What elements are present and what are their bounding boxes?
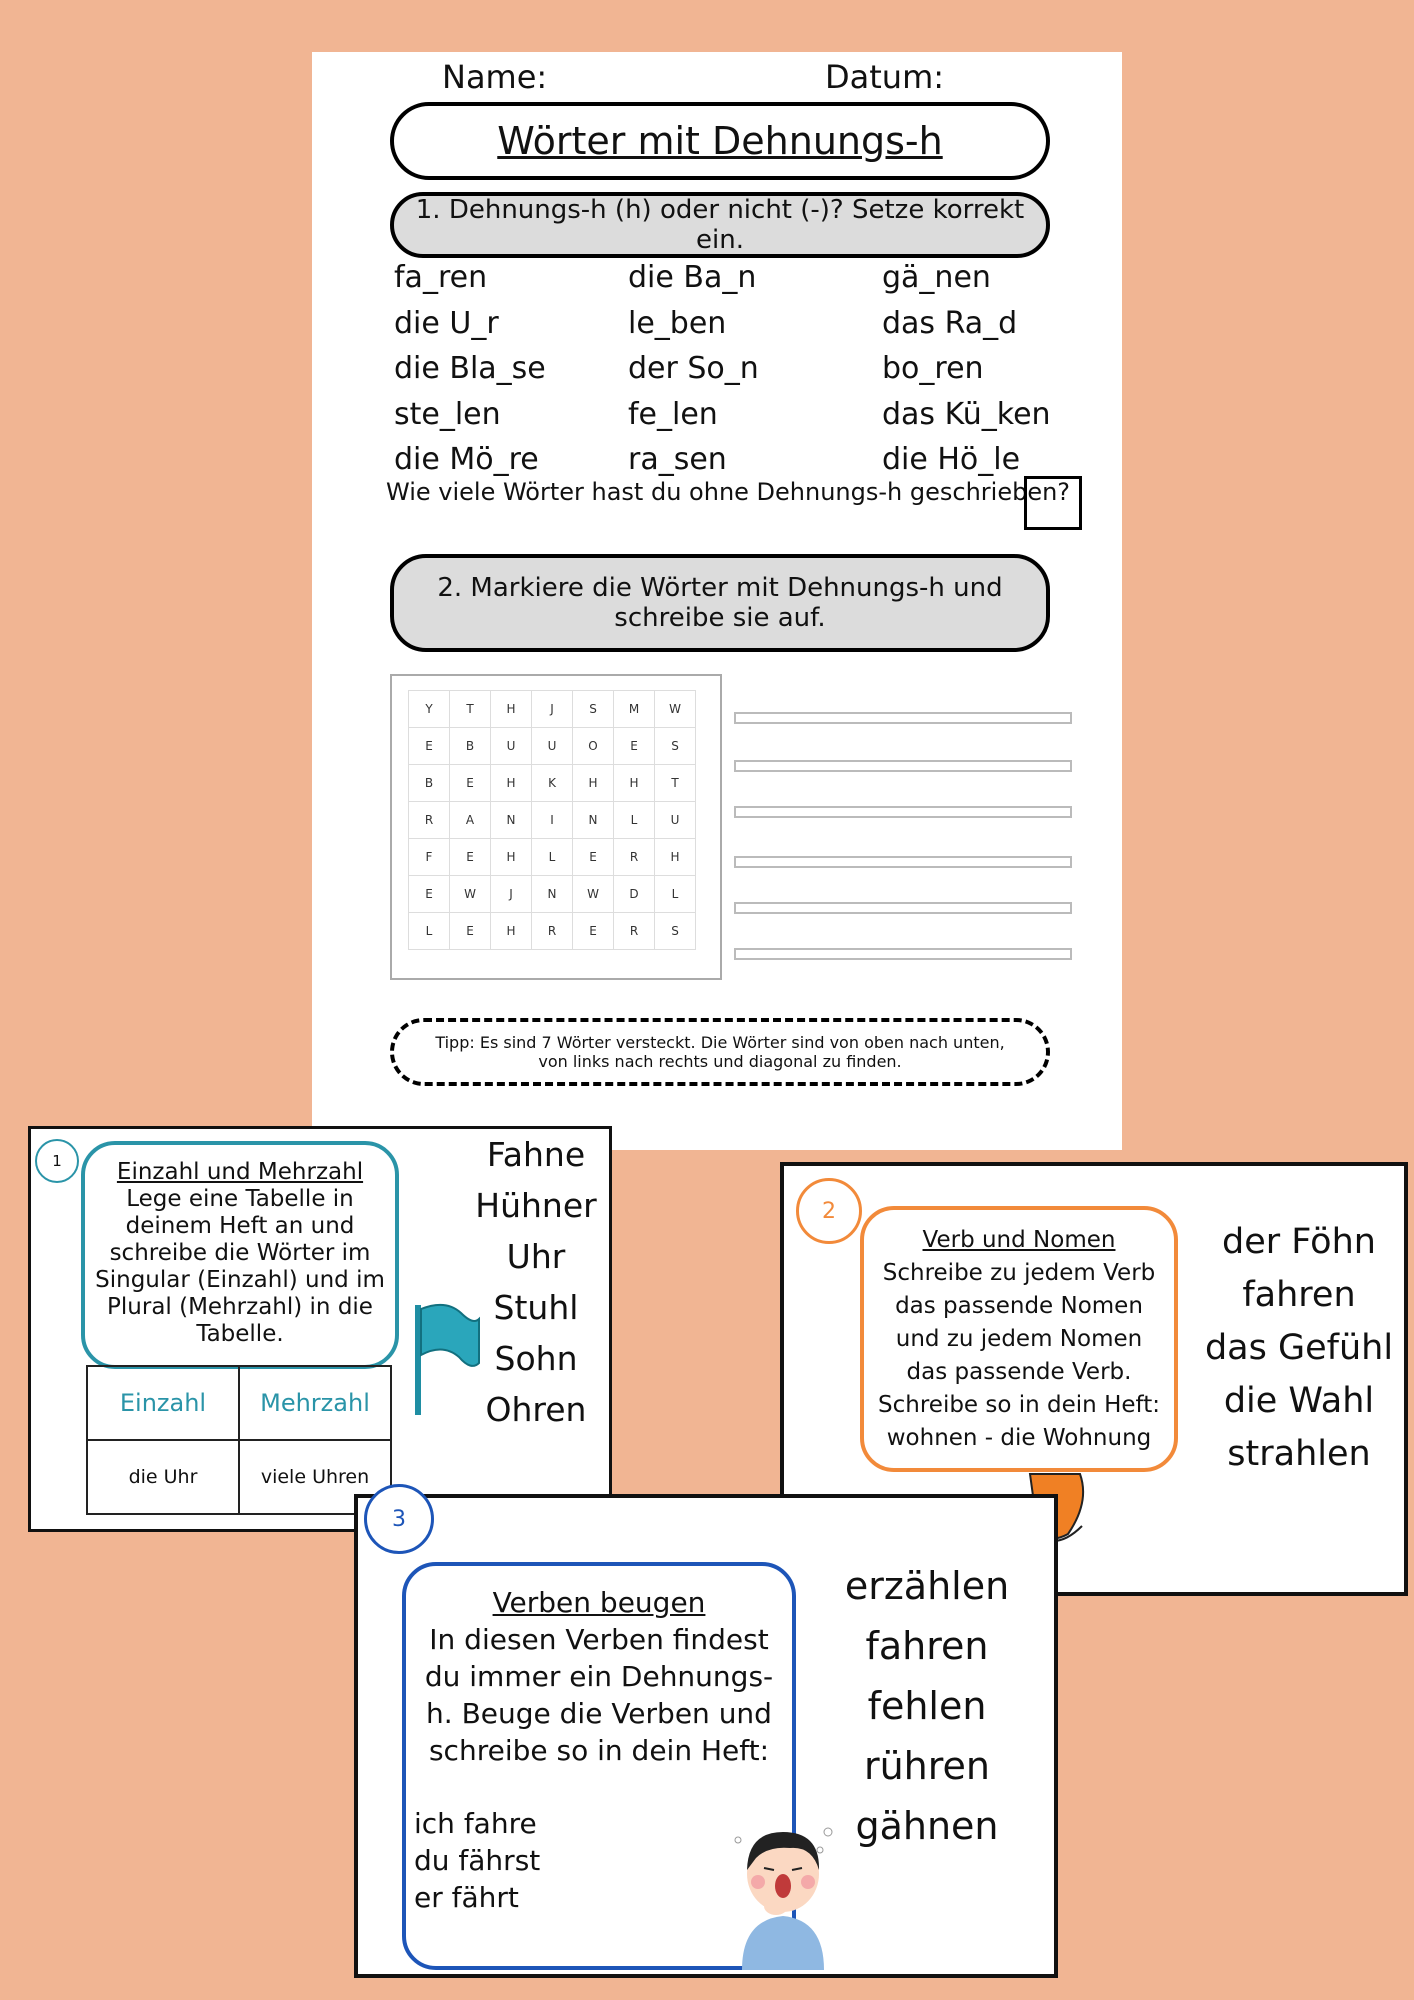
grid-cell[interactable]: L (532, 839, 573, 876)
grid-cell[interactable]: R (614, 913, 655, 950)
word-item: Ohren (485, 1390, 587, 1429)
grid-row (409, 728, 696, 765)
grid-cell[interactable]: H (655, 839, 696, 876)
grid-cell[interactable]: E (573, 839, 614, 876)
card1-word-list (461, 1129, 611, 1435)
grid-cell[interactable]: J (532, 691, 573, 728)
count-question: Wie viele Wörter hast du ohne Dehnungs-h geschrieben? (386, 478, 1071, 506)
grid-cell[interactable]: I (532, 802, 573, 839)
word-item: Uhr (506, 1237, 566, 1276)
grid-cell[interactable]: Y (409, 691, 450, 728)
card3-word-list (832, 1556, 1022, 1856)
word-item: das Kü_ken (882, 396, 1051, 432)
card-title: Verben beugen (492, 1586, 706, 1619)
letter-grid[interactable] (408, 690, 696, 950)
grid-cell[interactable]: H (573, 765, 614, 802)
word-item: der Föhn (1222, 1222, 1376, 1262)
grid-cell[interactable]: H (491, 691, 532, 728)
answer-line[interactable] (734, 806, 1072, 818)
card2-rule-box (860, 1206, 1178, 1472)
grid-cell[interactable]: T (450, 691, 491, 728)
grid-cell[interactable]: W (573, 876, 614, 913)
grid-cell[interactable]: A (450, 802, 491, 839)
task2-header: 2. Markiere die Wörter mit Dehnungs-h und schreibe sie auf. (390, 554, 1050, 652)
word-item: gähnen (855, 1804, 999, 1848)
word-item: das Gefühl (1204, 1328, 1394, 1368)
grid-cell[interactable]: W (450, 876, 491, 913)
grid-cell[interactable]: H (491, 913, 532, 950)
word-item: strahlen (1227, 1434, 1371, 1474)
grid-cell[interactable]: R (532, 913, 573, 950)
grid-cell[interactable]: L (614, 802, 655, 839)
word-item: die U_r (394, 305, 499, 341)
word-item: die Mö_re (394, 442, 539, 477)
grid-cell[interactable]: U (491, 728, 532, 765)
word-item: fa_ren (394, 260, 488, 295)
table-cell: die Uhr (87, 1440, 239, 1514)
word-item: le_ben (628, 305, 727, 341)
table-header: Mehrzahl (239, 1366, 391, 1440)
grid-cell[interactable]: S (573, 691, 614, 728)
name-label: Name: (442, 58, 548, 96)
word-item: gä_nen (882, 260, 991, 295)
word-item: ste_len (394, 396, 501, 432)
grid-cell[interactable]: N (532, 876, 573, 913)
answer-line[interactable] (734, 856, 1072, 868)
grid-row (409, 691, 696, 728)
answer-box[interactable] (1024, 476, 1082, 530)
grid-cell[interactable]: N (573, 802, 614, 839)
grid-cell[interactable]: E (614, 728, 655, 765)
grid-cell[interactable]: E (573, 913, 614, 950)
answer-line[interactable] (734, 948, 1072, 960)
answer-line[interactable] (734, 712, 1072, 724)
word-item: die Ba_n (628, 260, 757, 295)
card-instruction: Schreibe zu jedem Verb das passende Nomen und zu jedem Nomen das passende Verb. Schreibe so in dein Heft: wohnen - die Wohnung (878, 1260, 1160, 1451)
task-card-3 (354, 1494, 1058, 1978)
grid-cell[interactable]: W (655, 691, 696, 728)
grid-cell[interactable]: E (450, 765, 491, 802)
word-item: die Hö_le (882, 442, 1021, 477)
grid-cell[interactable]: R (409, 802, 450, 839)
card-title: Einzahl und Mehrzahl (116, 1159, 364, 1185)
card-number-badge: 2 (796, 1178, 862, 1244)
grid-cell[interactable]: L (409, 913, 450, 950)
table-cell: viele Uhren (239, 1440, 391, 1514)
grid-cell[interactable]: N (491, 802, 532, 839)
word-item: bo_ren (882, 351, 984, 386)
grid-cell[interactable]: T (655, 765, 696, 802)
worksheet-title: Wörter mit Dehnungs-h (390, 102, 1050, 180)
grid-cell[interactable]: B (450, 728, 491, 765)
word-column-1 (394, 255, 546, 483)
word-item: Sohn (494, 1339, 578, 1378)
grid-cell[interactable]: E (409, 728, 450, 765)
word-item: fe_len (628, 396, 718, 432)
grid-cell[interactable]: E (450, 913, 491, 950)
word-item: Stuhl (493, 1288, 579, 1327)
date-label: Datum: (825, 58, 945, 96)
example-line: du fährst (414, 1844, 541, 1877)
grid-cell[interactable]: R (614, 839, 655, 876)
grid-cell[interactable]: H (491, 839, 532, 876)
grid-cell[interactable]: F (409, 839, 450, 876)
example-line: ich fahre (414, 1807, 537, 1840)
task1-header: 1. Dehnungs-h (h) oder nicht (-)? Setze korrekt ein. (390, 192, 1050, 258)
grid-row (409, 765, 696, 802)
task-card-1 (28, 1126, 612, 1532)
card1-rule-box (81, 1141, 399, 1369)
word-column-2 (628, 255, 759, 483)
grid-cell[interactable]: B (409, 765, 450, 802)
grid-cell[interactable]: J (491, 876, 532, 913)
card-number-badge: 3 (364, 1484, 434, 1554)
word-item: fahren (1242, 1275, 1356, 1315)
grid-cell[interactable]: D (614, 876, 655, 913)
grid-cell[interactable]: L (655, 876, 696, 913)
grid-cell[interactable]: U (532, 728, 573, 765)
grid-cell[interactable]: K (532, 765, 573, 802)
word-item: erzählen (844, 1564, 1010, 1608)
word-item: fehlen (867, 1684, 987, 1728)
grid-row (409, 913, 696, 950)
answer-line[interactable] (734, 902, 1072, 914)
word-item: Fahne (486, 1135, 586, 1174)
word-search-grid (390, 674, 722, 980)
card-instruction: In diesen Verben findest du immer ein Dehnungs-h. Beuge die Verben und schreibe so in dein Heft: (424, 1623, 774, 1767)
word-item: Hühner (475, 1186, 597, 1225)
word-item: die Bla_se (394, 351, 546, 386)
table-header: Einzahl (87, 1366, 239, 1440)
word-item: ra_sen (628, 442, 727, 477)
card-number-badge: 1 (35, 1139, 79, 1183)
word-item: die Wahl (1223, 1381, 1375, 1421)
grid-row (409, 876, 696, 913)
grid-cell[interactable]: O (573, 728, 614, 765)
grid-cell[interactable]: E (409, 876, 450, 913)
worksheet-page (312, 52, 1122, 1150)
word-item: der So_n (628, 351, 759, 386)
word-item: das Ra_d (882, 305, 1018, 341)
answer-line[interactable] (734, 760, 1072, 772)
grid-cell[interactable]: H (491, 765, 532, 802)
example-line: er fährt (414, 1881, 519, 1914)
tip-box: Tipp: Es sind 7 Wörter versteckt. Die Wörter sind von oben nach unten, von links nach rechts und diagonal zu finden. (390, 1018, 1050, 1086)
grid-cell[interactable]: E (450, 839, 491, 876)
card-instruction: Lege eine Tabelle in deinem Heft an und schreibe die Wörter im Singular (Einzahl) und im Plural (Mehrzahl) in die Tabelle. (95, 1186, 385, 1347)
card2-word-list (1194, 1216, 1404, 1481)
grid-cell[interactable]: M (614, 691, 655, 728)
grid-row (409, 839, 696, 876)
card-title: Verb und Nomen (922, 1227, 1116, 1253)
grid-cell[interactable]: S (655, 728, 696, 765)
grid-cell[interactable]: S (655, 913, 696, 950)
yawning-boy-icon (728, 1810, 838, 1970)
grid-row (409, 802, 696, 839)
word-column-3 (882, 255, 1051, 483)
grid-cell[interactable]: U (655, 802, 696, 839)
grid-cell[interactable]: H (614, 765, 655, 802)
example-table (86, 1365, 392, 1515)
word-item: fahren (865, 1624, 989, 1668)
word-item: rühren (863, 1744, 991, 1788)
